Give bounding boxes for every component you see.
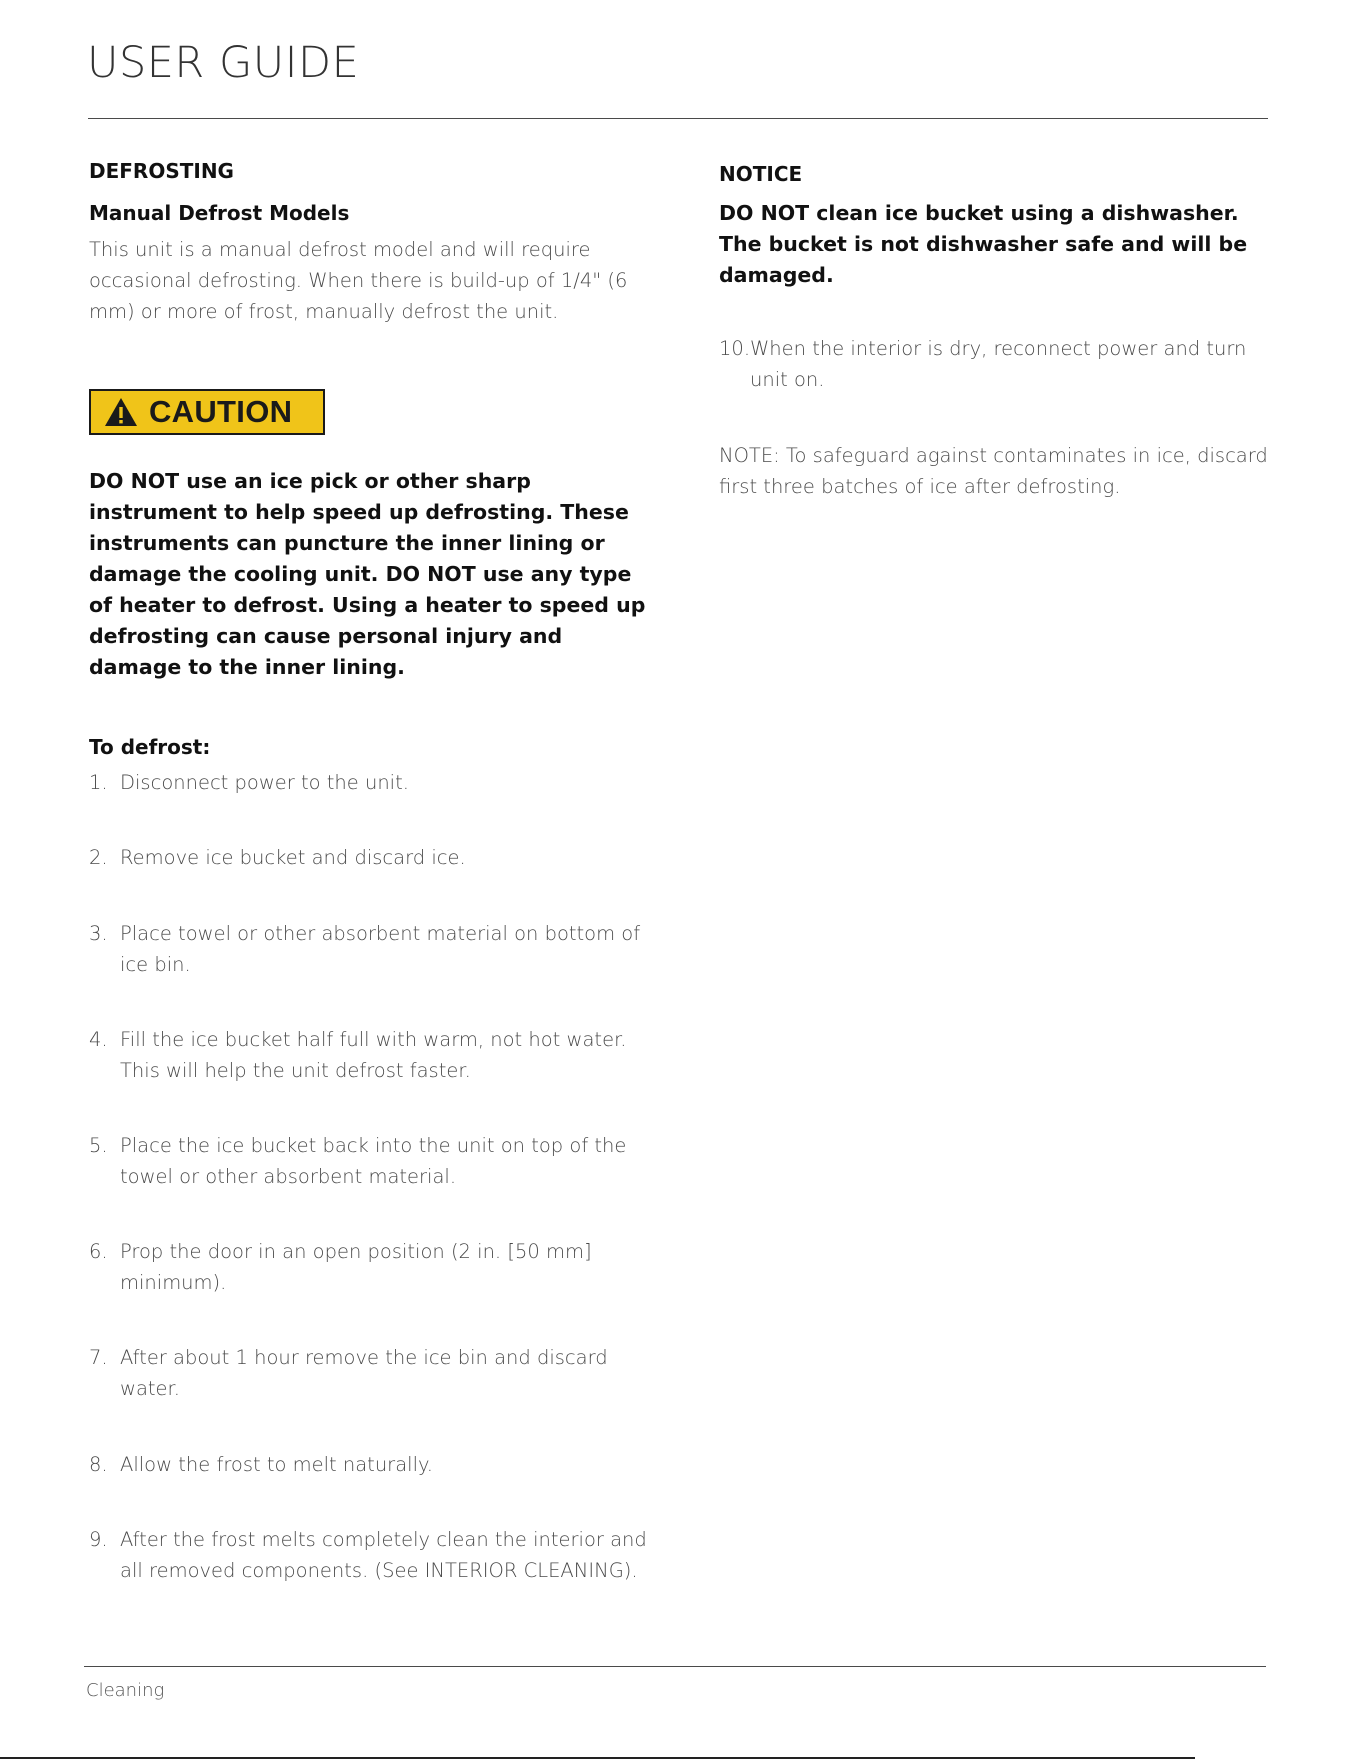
- step-number: 6.: [89, 1240, 108, 1263]
- caution-label: CAUTION: [149, 394, 293, 429]
- list-item: [719, 333, 1279, 395]
- to-defrost-heading: To defrost:: [89, 735, 211, 759]
- list-item: [89, 1524, 649, 1586]
- step-number: 9.: [89, 1528, 108, 1551]
- defrost-steps-list: [89, 767, 649, 1586]
- step-text: After the frost melts completely clean the interior and all removed components. (See INTERIOR CLEANING).: [120, 1528, 647, 1582]
- page-title: USER GUIDE: [87, 38, 360, 88]
- footer-divider: [84, 1666, 1266, 1667]
- list-item: [89, 1236, 649, 1298]
- left-column: [89, 158, 649, 1586]
- caution-badge: [89, 389, 325, 435]
- step-number: 5.: [89, 1134, 108, 1157]
- list-item: [89, 1342, 649, 1404]
- step-number: 8.: [89, 1453, 108, 1476]
- step-number: 4.: [89, 1028, 108, 1051]
- caution-warning-text: DO NOT use an ice pick or other sharp instrument to help speed up defrosting. These instruments can puncture the inner lining or damage the cooling unit. DO NOT use any type of heater to defrost. Using a heater to speed up defrosting can cause personal injury and damage to the inner lining.: [89, 469, 646, 679]
- step-text: After about 1 hour remove the ice bin and discard water.: [120, 1346, 608, 1400]
- step-text: Allow the frost to melt naturally.: [120, 1453, 433, 1476]
- list-item: [89, 767, 649, 798]
- list-item: [89, 1449, 649, 1480]
- step-text: Remove ice bucket and discard ice.: [120, 846, 466, 869]
- page-bottom-edge: [0, 1757, 1195, 1759]
- step-number: 3.: [89, 922, 108, 945]
- list-item: [89, 1130, 649, 1192]
- step-number: 1.: [89, 771, 108, 794]
- intro-paragraph: This unit is a manual defrost model and will require occasional defrosting. When there is build-up of 1/4" (6 mm) or more of frost, manually defrost the unit.: [89, 238, 628, 323]
- header-divider: [88, 118, 1268, 119]
- step-text: Prop the door in an open position (2 in. [50 mm] minimum).: [120, 1240, 592, 1294]
- step-text: Fill the ice bucket half full with warm, not hot water. This will help the unit defrost faster.: [120, 1028, 627, 1082]
- section-title: DEFROSTING: [89, 159, 234, 183]
- list-item: [89, 1024, 649, 1086]
- step-number: 10.: [719, 337, 751, 360]
- notice-text: DO NOT clean ice bucket using a dishwasher. The bucket is not dishwasher safe and will be damaged.: [719, 201, 1248, 287]
- right-column: [719, 162, 1279, 502]
- step-number: 2.: [89, 846, 108, 869]
- step-text: When the interior is dry, reconnect power and turn unit on.: [750, 337, 1247, 391]
- step-text: Place towel or other absorbent material on bottom of ice bin.: [120, 922, 641, 976]
- step-number: 7.: [89, 1346, 108, 1369]
- step-text: Disconnect power to the unit.: [120, 771, 409, 794]
- notice-title: NOTICE: [719, 162, 803, 186]
- subsection-title: Manual Defrost Models: [89, 201, 350, 225]
- warning-triangle-icon: [103, 396, 139, 428]
- step-text: Place the ice bucket back into the unit on top of the towel or other absorbent material.: [120, 1134, 627, 1188]
- list-item: [89, 918, 649, 980]
- note-paragraph: NOTE: To safeguard against contaminates in ice, discard first three batches of ice after defrosting.: [719, 444, 1268, 498]
- footer-section-label: Cleaning: [86, 1680, 165, 1701]
- list-item: [89, 842, 649, 873]
